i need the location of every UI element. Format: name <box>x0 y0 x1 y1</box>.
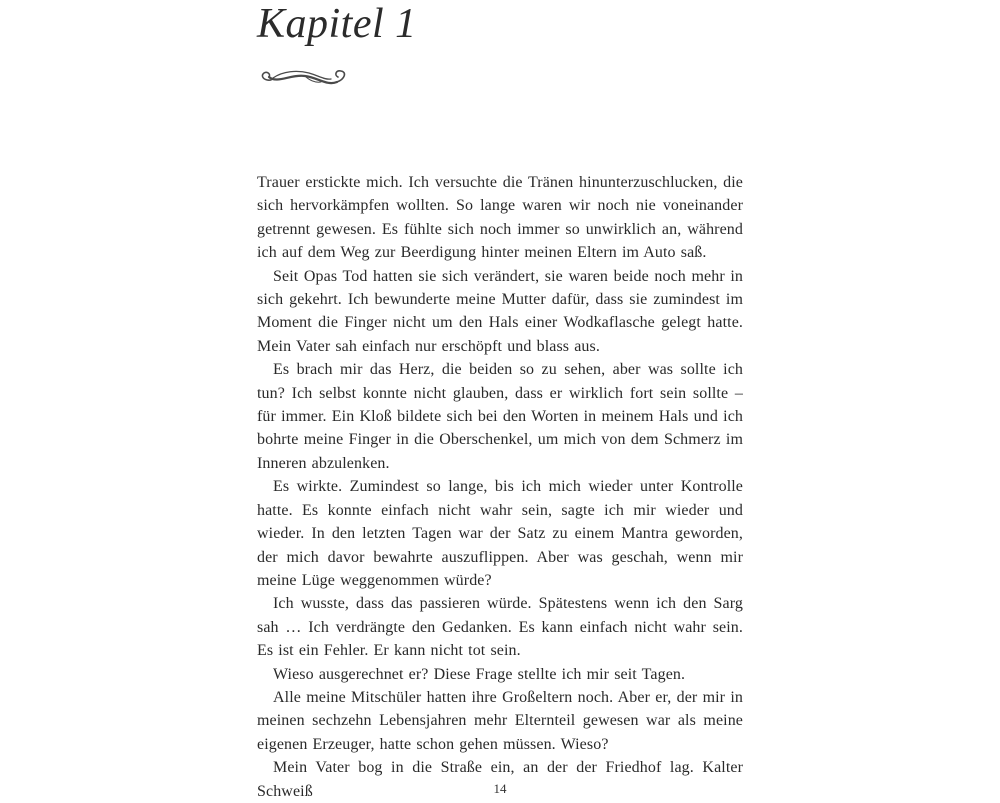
flourish-ornament-icon <box>257 64 351 94</box>
paragraph: Trauer erstickte mich. Ich versuchte die Tränen hinunterzuschlucken, die sich hervorkämpfen wollten. So lange waren wir noch nie voneinander getrennt gewesen. Es fühlte sich noch immer so unwirklich an, während ich auf dem Weg zur Beerdigung hinter meinen Eltern im Auto saß. <box>257 174 743 262</box>
chapter-body <box>257 171 743 803</box>
paragraph: Es wirkte. Zumindest so lange, bis ich mich wieder unter Kontrolle hatte. Es konnte einfach nicht wahr sein, sagte ich mir wieder und wieder. In den letzten Tagen war der Satz zu einem Mantra geworden, der mich davor bewahrte auszuflippen. Aber was geschah, wenn mir meine Lüge weggenommen würde? <box>257 478 743 589</box>
page-number: 14 <box>493 781 507 796</box>
paragraph: Ich wusste, dass das passieren würde. Spätestens wenn ich den Sarg sah … Ich verdrängte den Gedanken. Es kann einfach nicht wahr sein. Es ist ein Fehler. Er kann nicht tot sein. <box>257 595 743 660</box>
paragraph: Es brach mir das Herz, die beiden so zu sehen, aber was sollte ich tun? Ich selbst konnte nicht glauben, dass er wirklich fort sein sollte – für immer. Ein Kloß bildete sich bei den Worten in meinem Hals und ich bohrte meine Finger in die Oberschenkel, um mich von dem Schmerz im Inneren abzulenken. <box>257 361 743 472</box>
paragraph: Alle meine Mitschüler hatten ihre Großeltern noch. Aber er, der mir in meinen sechzehn Lebensjahren mehr Elternteil gewesen war als meine eigenen Erzeuger, hatte schon gehen müssen. Wieso? <box>257 688 743 753</box>
paragraph: Wieso ausgerechnet er? Diese Frage stellte ich mir seit Tagen. <box>273 665 686 683</box>
paragraph: Seit Opas Tod hatten sie sich verändert, sie waren beide noch mehr in sich gekehrt. Ich bewunderte meine Mutter dafür, dass sie zumindest im Moment die Finger nicht um den Hals einer Wodkaflasche gelegt hatte. Mein Vater sah einfach nur erschöpft und blass aus. <box>257 267 743 355</box>
chapter-title: Kapitel 1 <box>257 1 417 47</box>
paragraph: Mein Vater bog in die Straße ein, an der der Friedhof lag. Kalter Schweiß <box>257 759 743 800</box>
